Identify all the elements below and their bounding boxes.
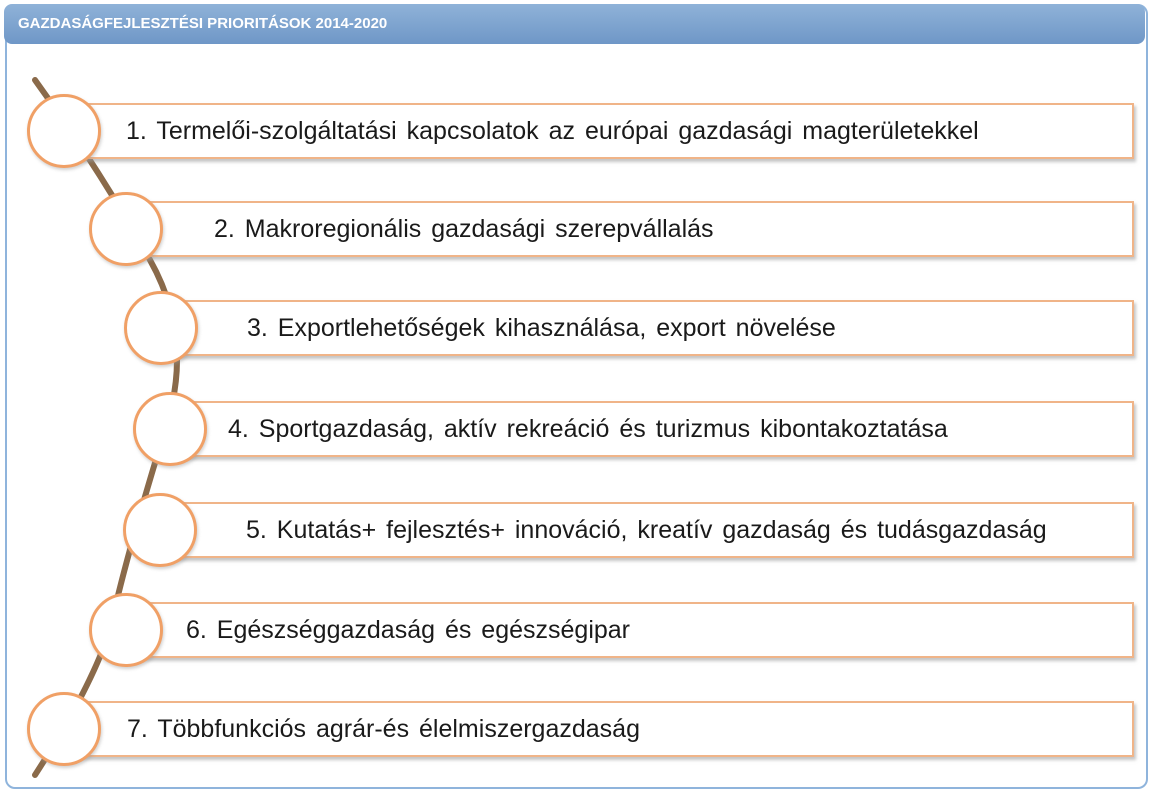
priority-box-1	[58, 103, 1134, 159]
priority-box-7	[58, 701, 1134, 757]
priority-label-6: 6. Egészséggazdaság és egészségipar	[186, 615, 631, 644]
priority-circle-2	[89, 192, 163, 266]
priority-label-4: 4. Sportgazdaság, aktív rekreáció és turizmus kibontakoztatása	[228, 414, 948, 443]
priority-circle-3	[124, 291, 198, 365]
priority-circle-7	[27, 692, 101, 766]
priority-box-6	[120, 602, 1134, 658]
priority-circle-1	[27, 94, 101, 168]
priority-box-5	[154, 502, 1134, 558]
diagram-title: GAZDASÁGFEJLESZTÉSI PRIORITÁSOK 2014-2020	[4, 4, 1145, 44]
priority-circle-5	[123, 493, 197, 567]
priority-label-7: 7. Többfunkciós agrár-és élelmiszergazdaság	[127, 714, 640, 743]
priority-label-5: 5. Kutatás+ fejlesztés+ innováció, kreatív gazdaság és tudásgazdaság	[246, 515, 1047, 544]
priority-label-3: 3. Exportlehetőségek kihasználása, export növelése	[247, 313, 836, 342]
priority-circle-4	[133, 392, 207, 466]
priority-box-2	[120, 201, 1134, 257]
priority-circle-6	[89, 593, 163, 667]
priority-box-4	[164, 401, 1134, 457]
priority-label-1: 1. Termelői-szolgáltatási kapcsolatok az európai gazdasági magterületekkel	[126, 116, 979, 145]
priority-label-2: 2. Makroregionális gazdasági szerepvállalás	[214, 214, 714, 243]
priority-box-3	[155, 300, 1134, 356]
